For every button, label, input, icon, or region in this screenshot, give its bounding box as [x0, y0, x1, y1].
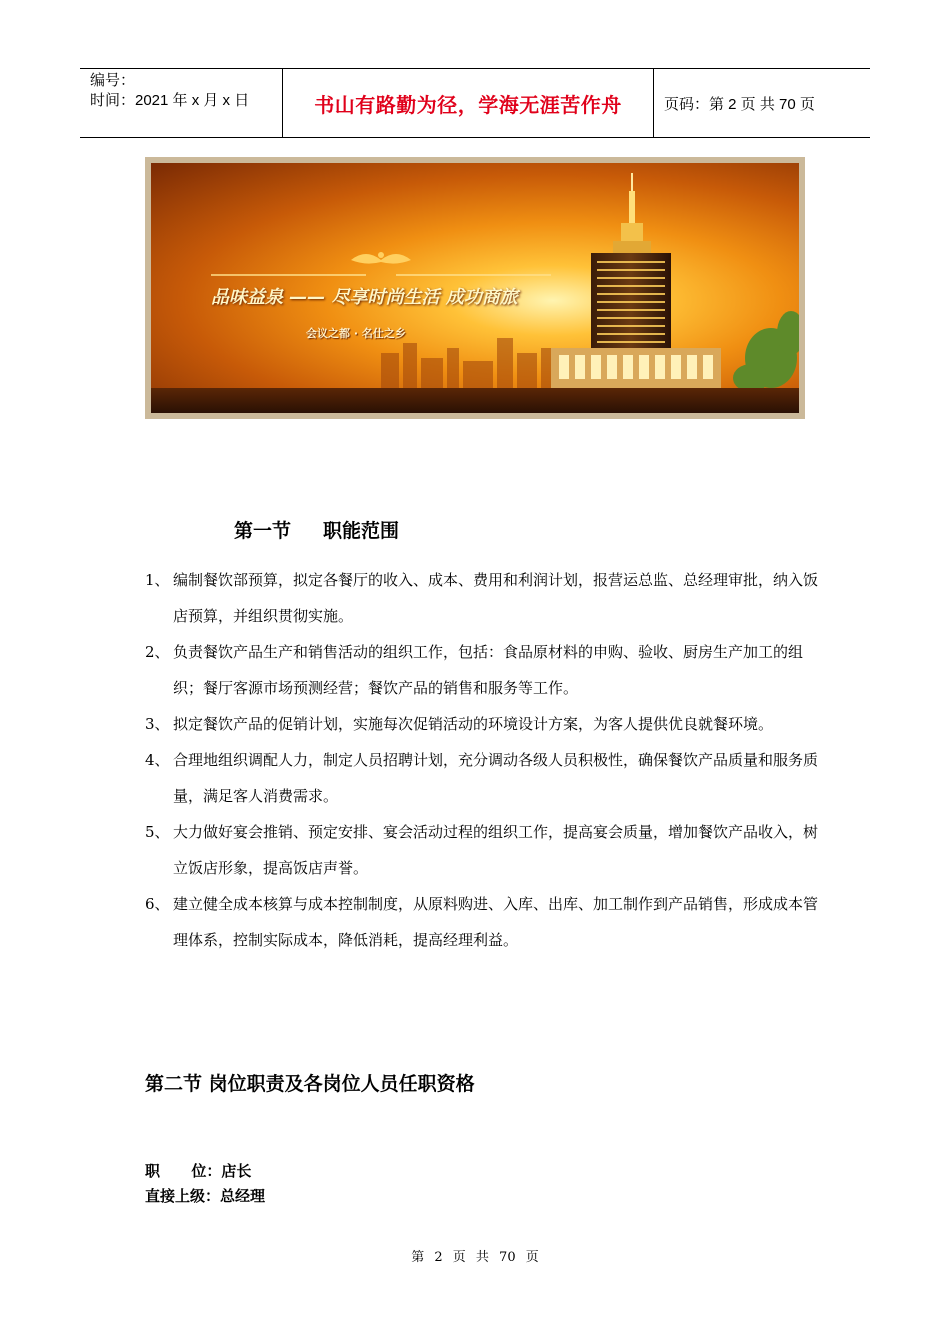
section1-title-part2: 职能范围: [323, 520, 400, 542]
header-page-info: 页码：第 2 页 共 70 页: [664, 95, 815, 113]
list-item-text: 合理地组织调配人力，制定人员招聘计划，充分调动各级人员积极性，确保餐饮产品质量和服务质量，满足客人消费需求。: [173, 751, 819, 805]
section2-title: 第二节 岗位职责及各岗位人员任职资格: [145, 1073, 475, 1095]
section1-title: [234, 516, 399, 543]
list-item: [145, 634, 825, 706]
duty-list: [145, 562, 825, 958]
hotel-banner-image: [145, 157, 805, 419]
list-item-number: 3、: [145, 715, 170, 733]
list-item-number: 1、: [145, 571, 170, 589]
list-item: [145, 886, 825, 958]
list-item-number: 5、: [145, 823, 170, 841]
banner-slogan: 品味益泉 —— 尽享时尚生活 成功商旅: [211, 287, 518, 308]
list-item: [145, 706, 825, 742]
page-footer: 第 2 页 共 70 页: [411, 1250, 539, 1265]
list-item-text: 建立健全成本核算与成本控制制度，从原料购进、入库、出库、加工制作到产品销售，形成成本管理体系，控制实际成本，降低消耗，提高经理利益。: [173, 895, 819, 949]
banner-sub-slogan: 会议之都 · 名仕之乡: [306, 327, 406, 340]
number-label: 编号：: [90, 72, 136, 89]
position-line: 职 位：店长: [145, 1162, 252, 1180]
superior-line: 直接上级：总经理: [145, 1187, 266, 1205]
list-item: [145, 742, 825, 814]
list-item-number: 6、: [145, 895, 170, 913]
list-item-text: 负责餐饮产品生产和销售活动的组织工作，包括：食品原材料的申购、验收、厨房生产加工的组织；餐厅客源市场预测经营；餐饮产品的销售和服务等工作。: [173, 643, 804, 697]
list-item-text: 大力做好宴会推销、预定安排、宴会活动过程的组织工作，提高宴会质量，增加餐饮产品收入，树立饭店形象，提高饭店声誉。: [173, 823, 819, 877]
header-motto: 书山有路勤为径，学海无涯苦作舟: [282, 69, 654, 137]
header-meta: [80, 69, 282, 137]
list-item: [145, 814, 825, 886]
list-item-text: 拟定餐饮产品的促销计划，实施每次促销活动的环境设计方案，为客人提供优良就餐环境。: [173, 715, 774, 733]
list-item: [145, 562, 825, 634]
header-table: [80, 68, 870, 138]
list-item-text: 编制餐饮部预算，拟定各餐厅的收入、成本、费用和利润计划，报营运总监、总经理审批，纳入饭店预算，并组织贯彻实施。: [173, 571, 819, 625]
time-label: 时间：2021 年 x 月 x 日: [90, 92, 250, 109]
list-item-number: 4、: [145, 751, 170, 769]
list-item-number: 2、: [145, 643, 170, 661]
section1-title-part1: 第一节: [234, 520, 292, 542]
